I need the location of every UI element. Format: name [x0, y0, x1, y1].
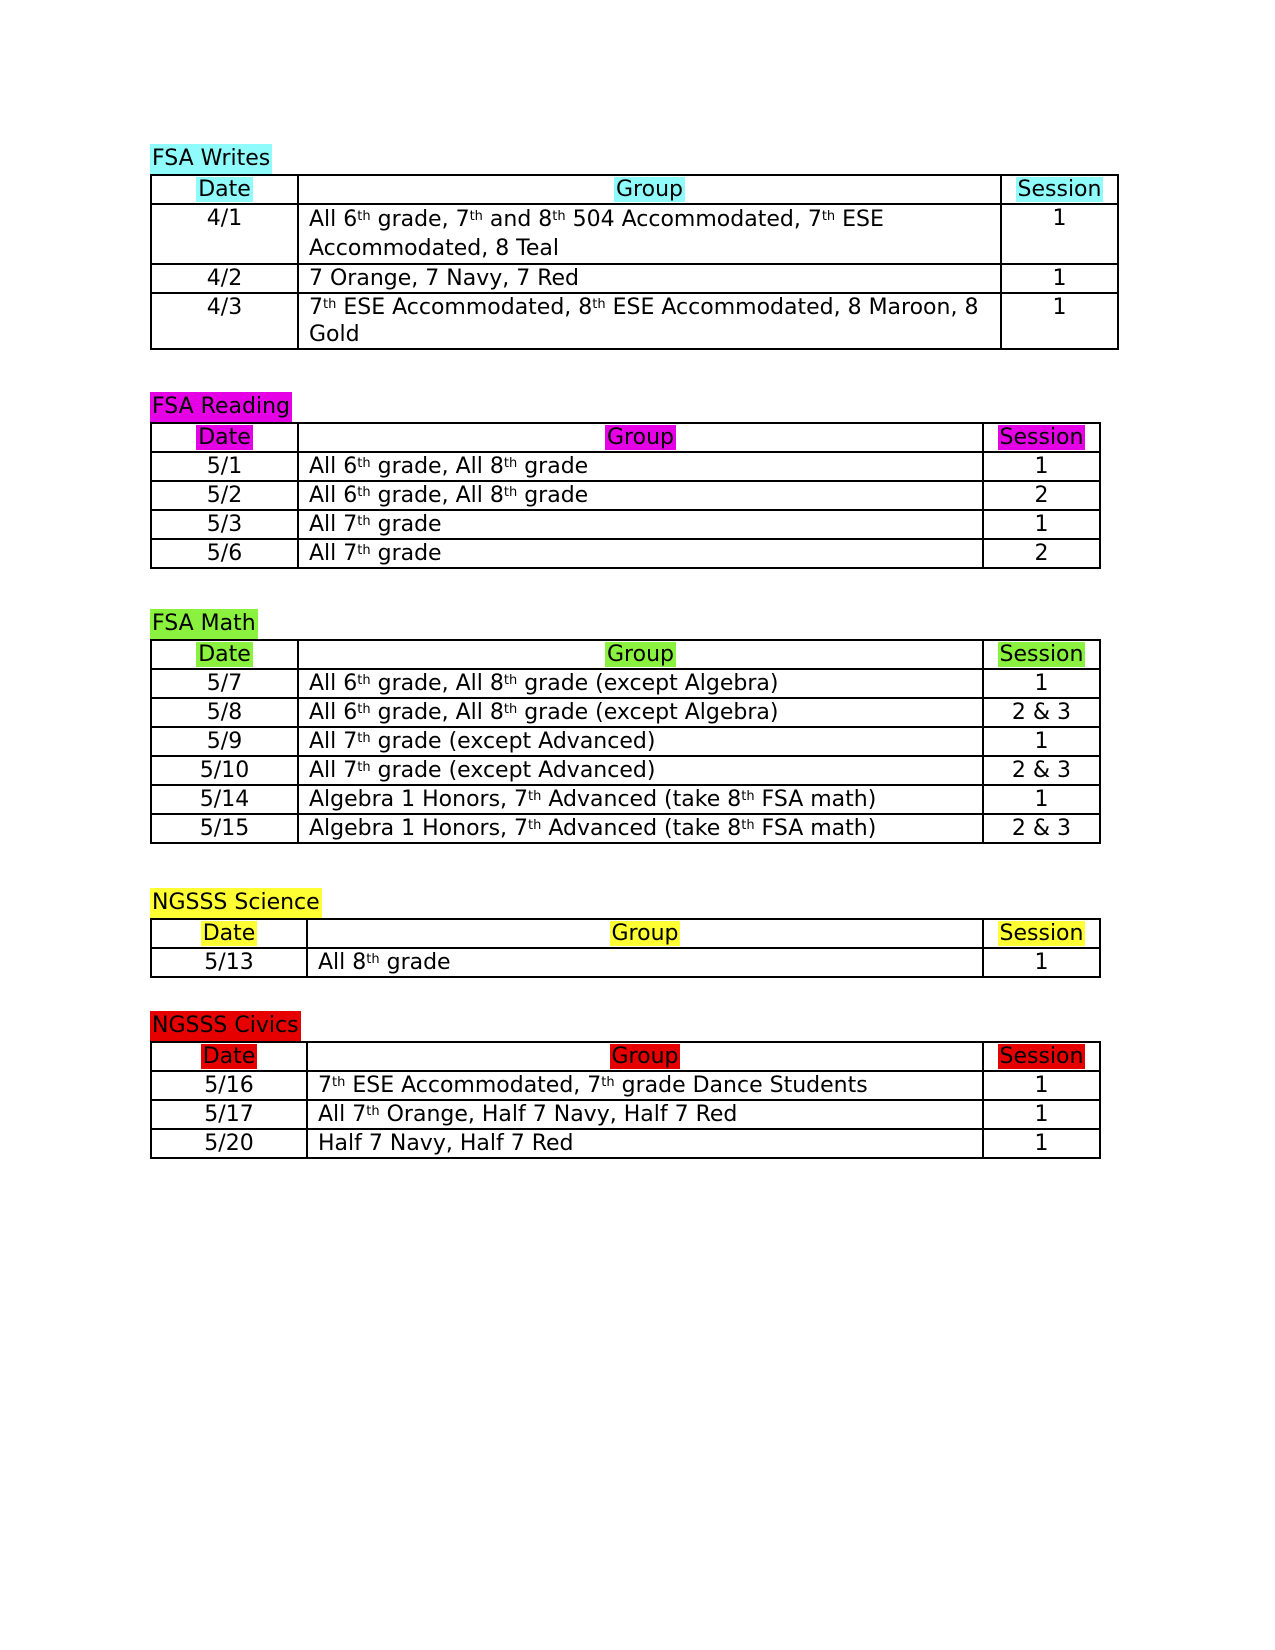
session-cell: 1 [983, 785, 1100, 814]
group-cell: All 7th grade (except Advanced) [298, 756, 983, 785]
session-header: Session [999, 425, 1084, 450]
date-cell: 5/1 [151, 452, 298, 481]
table-row [151, 948, 1100, 977]
group-cell: 7th ESE Accommodated, 7th grade Dance Students [307, 1071, 983, 1100]
ordinal-suffix: th [741, 817, 755, 833]
session-cell: 1 [983, 1129, 1100, 1158]
date-cell: 5/2 [151, 481, 298, 510]
table-row [151, 756, 1100, 785]
table-row [151, 1100, 1100, 1129]
session-header: Session [1017, 177, 1102, 202]
date-cell: 5/8 [151, 698, 298, 727]
header-row [151, 919, 1100, 948]
session-cell: 1 [983, 1071, 1100, 1100]
ordinal-suffix: th [592, 296, 606, 312]
date-cell: 5/3 [151, 510, 298, 539]
section-fsa-writes [150, 144, 1119, 350]
session-header: Session [999, 921, 1084, 946]
table-row [151, 204, 1118, 264]
section-fsa-reading [150, 392, 1101, 569]
schedule-table [150, 174, 1119, 350]
ordinal-suffix: th [366, 1103, 380, 1119]
session-cell: 2 & 3 [983, 756, 1100, 785]
date-header: Date [198, 642, 251, 667]
ordinal-suffix: th [357, 701, 371, 717]
ordinal-suffix: th [552, 208, 566, 224]
group-cell: 7th ESE Accommodated, 8th ESE Accommodated, 8 Maroon, 8 Gold [298, 293, 1001, 349]
date-cell: 4/1 [151, 204, 298, 264]
table-row [151, 785, 1100, 814]
ordinal-suffix: th [503, 484, 518, 500]
date-cell: 5/14 [151, 785, 298, 814]
date-cell: 5/7 [151, 669, 298, 698]
table-row [151, 481, 1100, 510]
section-title: NGSSS Science [150, 888, 322, 918]
section-title: NGSSS Civics [150, 1011, 301, 1041]
table-row [151, 1071, 1100, 1100]
group-cell: Half 7 Navy, Half 7 Red [307, 1129, 983, 1158]
ordinal-suffix: th [503, 701, 518, 717]
session-cell: 1 [1001, 264, 1118, 293]
date-cell: 5/20 [151, 1129, 307, 1158]
group-cell: All 6th grade, All 8th grade [298, 481, 983, 510]
section-ngsss-civics [150, 1011, 1101, 1159]
ordinal-suffix: th [528, 788, 542, 804]
session-cell: 2 & 3 [983, 698, 1100, 727]
date-header: Date [198, 177, 251, 202]
session-cell: 2 & 3 [983, 814, 1100, 843]
session-cell: 1 [1001, 204, 1118, 264]
group-cell: All 6th grade, 7th and 8th 504 Accommodated, 7th ESE Accommodated, 8 Teal [298, 204, 1001, 264]
ordinal-suffix: th [469, 208, 483, 224]
table-row [151, 510, 1100, 539]
group-cell: All 7th grade (except Advanced) [298, 727, 983, 756]
group-header: Group [611, 1044, 679, 1069]
table-row [151, 1129, 1100, 1158]
ordinal-suffix: th [357, 730, 371, 746]
group-cell: All 6th grade, All 8th grade (except Algebra) [298, 698, 983, 727]
section-fsa-math [150, 609, 1101, 844]
group-cell: All 7th grade [298, 510, 983, 539]
session-header: Session [999, 642, 1084, 667]
group-cell: All 7th Orange, Half 7 Navy, Half 7 Red [307, 1100, 983, 1129]
section-title: FSA Math [150, 609, 258, 639]
schedule-table [150, 1041, 1101, 1159]
group-cell: All 7th grade [298, 539, 983, 568]
date-header: Date [198, 425, 251, 450]
session-cell: 1 [983, 727, 1100, 756]
ordinal-suffix: th [357, 672, 371, 688]
date-cell: 5/17 [151, 1100, 307, 1129]
ordinal-suffix: th [821, 208, 836, 224]
date-cell: 5/6 [151, 539, 298, 568]
date-cell: 5/9 [151, 727, 298, 756]
header-row [151, 640, 1100, 669]
section-ngsss-science [150, 888, 1101, 978]
session-cell: 2 [983, 539, 1100, 568]
header-row [151, 1042, 1100, 1071]
date-header: Date [202, 921, 256, 946]
session-cell: 2 [983, 481, 1100, 510]
group-header: Group [607, 425, 674, 450]
table-row [151, 264, 1118, 293]
table-row [151, 539, 1100, 568]
ordinal-suffix: th [528, 817, 542, 833]
group-header: Group [611, 921, 679, 946]
group-cell: Algebra 1 Honors, 7th Advanced (take 8th FSA math) [298, 785, 983, 814]
ordinal-suffix: th [357, 513, 371, 529]
table-row [151, 698, 1100, 727]
section-title: FSA Reading [150, 392, 292, 422]
ordinal-suffix: th [503, 672, 518, 688]
table-row [151, 814, 1100, 843]
ordinal-suffix: th [503, 455, 518, 471]
date-cell: 5/15 [151, 814, 298, 843]
schedule-table [150, 918, 1101, 978]
group-header: Group [616, 177, 683, 202]
ordinal-suffix: th [601, 1074, 615, 1090]
session-cell: 1 [983, 452, 1100, 481]
ordinal-suffix: th [332, 1074, 346, 1090]
ordinal-suffix: th [357, 208, 371, 224]
table-row [151, 293, 1118, 349]
date-cell: 4/2 [151, 264, 298, 293]
schedule-table [150, 422, 1101, 569]
session-cell: 1 [983, 1100, 1100, 1129]
session-cell: 1 [983, 510, 1100, 539]
session-cell: 1 [983, 948, 1100, 977]
date-header: Date [202, 1044, 256, 1069]
ordinal-suffix: th [357, 759, 371, 775]
date-cell: 4/3 [151, 293, 298, 349]
group-cell: All 6th grade, All 8th grade [298, 452, 983, 481]
group-cell: All 8th grade [307, 948, 983, 977]
group-header: Group [607, 642, 674, 667]
date-cell: 5/16 [151, 1071, 307, 1100]
session-cell: 1 [983, 669, 1100, 698]
date-cell: 5/10 [151, 756, 298, 785]
table-row [151, 727, 1100, 756]
group-cell: Algebra 1 Honors, 7th Advanced (take 8th FSA math) [298, 814, 983, 843]
table-row [151, 669, 1100, 698]
ordinal-suffix: th [323, 296, 337, 312]
schedule-table [150, 639, 1101, 844]
ordinal-suffix: th [357, 455, 371, 471]
group-cell: 7 Orange, 7 Navy, 7 Red [298, 264, 1001, 293]
table-row [151, 452, 1100, 481]
session-cell: 1 [1001, 293, 1118, 349]
date-cell: 5/13 [151, 948, 307, 977]
header-row [151, 423, 1100, 452]
group-cell: All 6th grade, All 8th grade (except Algebra) [298, 669, 983, 698]
session-header: Session [999, 1044, 1084, 1069]
ordinal-suffix: th [741, 788, 755, 804]
ordinal-suffix: th [357, 484, 371, 500]
section-title: FSA Writes [150, 144, 272, 174]
ordinal-suffix: th [366, 951, 380, 967]
ordinal-suffix: th [357, 542, 371, 558]
header-row [151, 175, 1118, 204]
